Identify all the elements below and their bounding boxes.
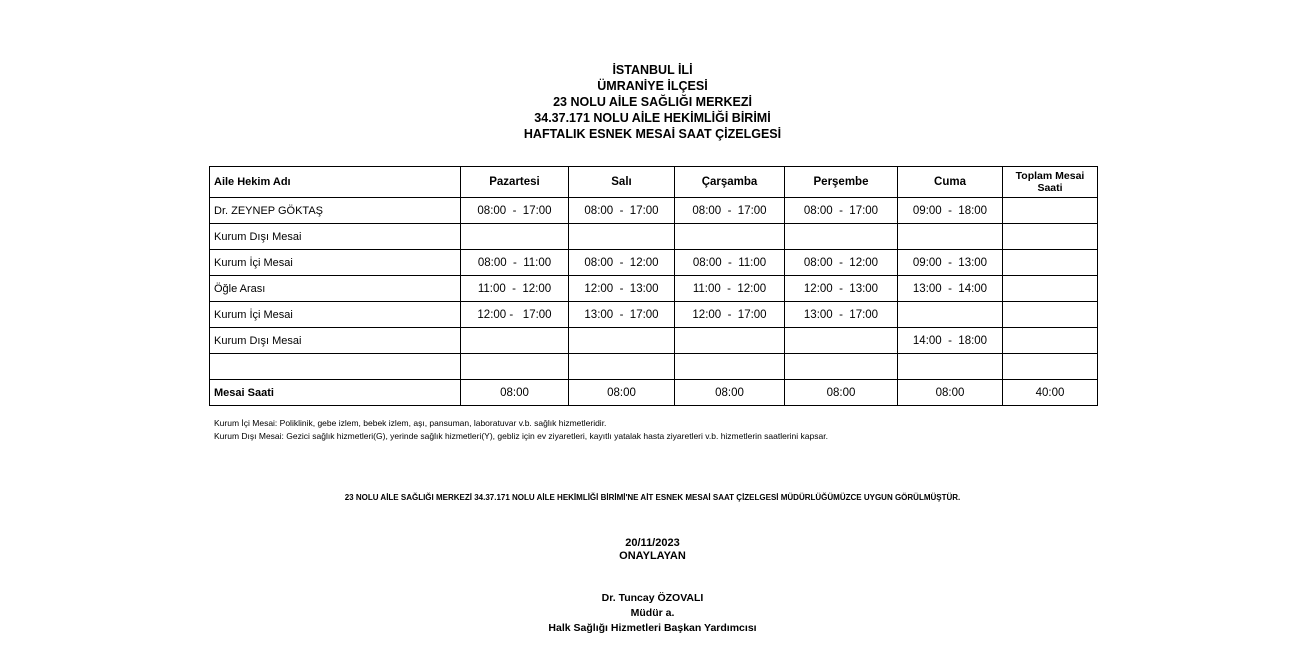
table-row bbox=[210, 224, 1098, 250]
column-header-wednesday: Çarşamba bbox=[675, 167, 785, 198]
table-row bbox=[210, 302, 1098, 328]
schedule-table bbox=[209, 166, 1098, 406]
schedule-cell: 12:00 - 17:00 bbox=[675, 302, 785, 328]
column-header-total: Toplam Mesai Saati bbox=[1003, 167, 1098, 198]
header-unit: 34.37.171 NOLU AİLE HEKİMLİĞİ BİRİMİ bbox=[534, 111, 771, 125]
signatory-title: Halk Sağlığı Hizmetleri Başkan Yardımcısı bbox=[548, 622, 757, 634]
table-row bbox=[210, 354, 1098, 380]
schedule-cell: 08:00 - 12:00 bbox=[785, 250, 898, 276]
column-header-friday: Cuma bbox=[898, 167, 1003, 198]
note-internal-hours: Kurum İçi Mesai: Poliklinik, gebe izlem, bebek izlem, aşı, pansuman, laboratuvar v.b. sağlık hizmetleridir. bbox=[214, 418, 607, 428]
row-label-cell bbox=[210, 354, 461, 380]
schedule-cell bbox=[1003, 250, 1098, 276]
schedule-cell bbox=[898, 354, 1003, 380]
schedule-cell bbox=[785, 328, 898, 354]
schedule-cell: 11:00 - 12:00 bbox=[675, 276, 785, 302]
schedule-cell bbox=[898, 302, 1003, 328]
signatory-role: Müdür a. bbox=[630, 607, 675, 619]
schedule-cell: 09:00 - 13:00 bbox=[898, 250, 1003, 276]
row-label-cell: Mesai Saati bbox=[210, 380, 461, 406]
approval-statement: 23 NOLU AİLE SAĞLIĞI MERKEZİ 34.37.171 NOLU AİLE HEKİMLİĞİ BİRİMİ'NE AİT ESNEK MESAİ SAAT ÇİZELGESİ MÜDÜRLÜĞÜMÜZCE UYGUN GÖRÜLMÜŞTÜR. bbox=[344, 493, 961, 502]
signature-block bbox=[0, 591, 1305, 636]
schedule-cell: 08:00 - 11:00 bbox=[675, 250, 785, 276]
schedule-cell: 08:00 bbox=[675, 380, 785, 406]
header-district: ÜMRANİYE İLÇESİ bbox=[597, 79, 708, 93]
schedule-cell: 12:00 - 13:00 bbox=[569, 276, 675, 302]
schedule-cell bbox=[569, 328, 675, 354]
approval-block bbox=[0, 537, 1305, 563]
table-row bbox=[210, 250, 1098, 276]
schedule-cell bbox=[785, 354, 898, 380]
signatory-name: Dr. Tuncay ÖZOVALI bbox=[601, 592, 704, 604]
row-label-cell: Kurum İçi Mesai bbox=[210, 250, 461, 276]
table-row bbox=[210, 276, 1098, 302]
schedule-cell: 08:00 - 17:00 bbox=[461, 198, 569, 224]
header-document-title: HAFTALIK ESNEK MESAİ SAAT ÇİZELGESİ bbox=[523, 127, 782, 141]
schedule-cell: 11:00 - 12:00 bbox=[461, 276, 569, 302]
row-label-cell: Kurum İçi Mesai bbox=[210, 302, 461, 328]
schedule-cell: 40:00 bbox=[1003, 380, 1098, 406]
approval-date: 20/11/2023 bbox=[625, 537, 680, 549]
schedule-cell: 14:00 - 18:00 bbox=[898, 328, 1003, 354]
schedule-body bbox=[210, 198, 1098, 406]
schedule-cell: 08:00 - 17:00 bbox=[569, 198, 675, 224]
schedule-cell: 08:00 - 17:00 bbox=[785, 198, 898, 224]
schedule-cell: 08:00 - 12:00 bbox=[569, 250, 675, 276]
schedule-cell: 08:00 - 11:00 bbox=[461, 250, 569, 276]
note-external-hours: Kurum Dışı Mesai: Gezici sağlık hizmetleri(G), yerinde sağlık hizmetleri(Y), gebliz için ev ziyaretleri, kayıtlı yatalak hasta ziyaretleri v.b. hizmetlerin saatlerini kapsar. bbox=[214, 431, 828, 441]
row-label-cell: Kurum Dışı Mesai bbox=[210, 224, 461, 250]
schedule-cell bbox=[785, 224, 898, 250]
schedule-cell bbox=[1003, 328, 1098, 354]
schedule-cell bbox=[675, 328, 785, 354]
row-label-cell: Dr. ZEYNEP GÖKTAŞ bbox=[210, 198, 461, 224]
schedule-cell bbox=[898, 224, 1003, 250]
schedule-cell: 12:00 - 13:00 bbox=[785, 276, 898, 302]
schedule-cell: 08:00 bbox=[569, 380, 675, 406]
row-label-cell: Öğle Arası bbox=[210, 276, 461, 302]
schedule-cell: 13:00 - 17:00 bbox=[785, 302, 898, 328]
schedule-cell: 08:00 - 17:00 bbox=[675, 198, 785, 224]
row-label-cell: Kurum Dışı Mesai bbox=[210, 328, 461, 354]
schedule-cell bbox=[569, 354, 675, 380]
schedule-cell: 08:00 bbox=[898, 380, 1003, 406]
table-row bbox=[210, 198, 1098, 224]
header-health-center: 23 NOLU AİLE SAĞLIĞI MERKEZİ bbox=[553, 95, 752, 109]
schedule-cell bbox=[1003, 224, 1098, 250]
schedule-cell: 09:00 - 18:00 bbox=[898, 198, 1003, 224]
table-header-row bbox=[210, 167, 1098, 198]
schedule-cell bbox=[461, 354, 569, 380]
column-header-tuesday: Salı bbox=[569, 167, 675, 198]
approver-label: ONAYLAYAN bbox=[619, 550, 686, 562]
schedule-cell bbox=[1003, 276, 1098, 302]
schedule-cell: 13:00 - 14:00 bbox=[898, 276, 1003, 302]
column-header-thursday: Perşembe bbox=[785, 167, 898, 198]
notes bbox=[214, 417, 828, 443]
schedule-cell bbox=[675, 354, 785, 380]
schedule-cell: 08:00 bbox=[461, 380, 569, 406]
header-province: İSTANBUL İLİ bbox=[612, 63, 693, 77]
schedule-cell: 08:00 bbox=[785, 380, 898, 406]
schedule-cell bbox=[675, 224, 785, 250]
column-header-name: Aile Hekim Adı bbox=[210, 167, 461, 198]
table-row bbox=[210, 328, 1098, 354]
schedule-cell bbox=[461, 328, 569, 354]
schedule-cell bbox=[1003, 354, 1098, 380]
schedule-cell bbox=[1003, 302, 1098, 328]
schedule-cell: 13:00 - 17:00 bbox=[569, 302, 675, 328]
document-header bbox=[0, 62, 1305, 142]
schedule-cell bbox=[1003, 198, 1098, 224]
table-row bbox=[210, 380, 1098, 406]
schedule-cell bbox=[569, 224, 675, 250]
schedule-cell bbox=[461, 224, 569, 250]
column-header-monday: Pazartesi bbox=[461, 167, 569, 198]
schedule-cell: 12:00 - 17:00 bbox=[461, 302, 569, 328]
